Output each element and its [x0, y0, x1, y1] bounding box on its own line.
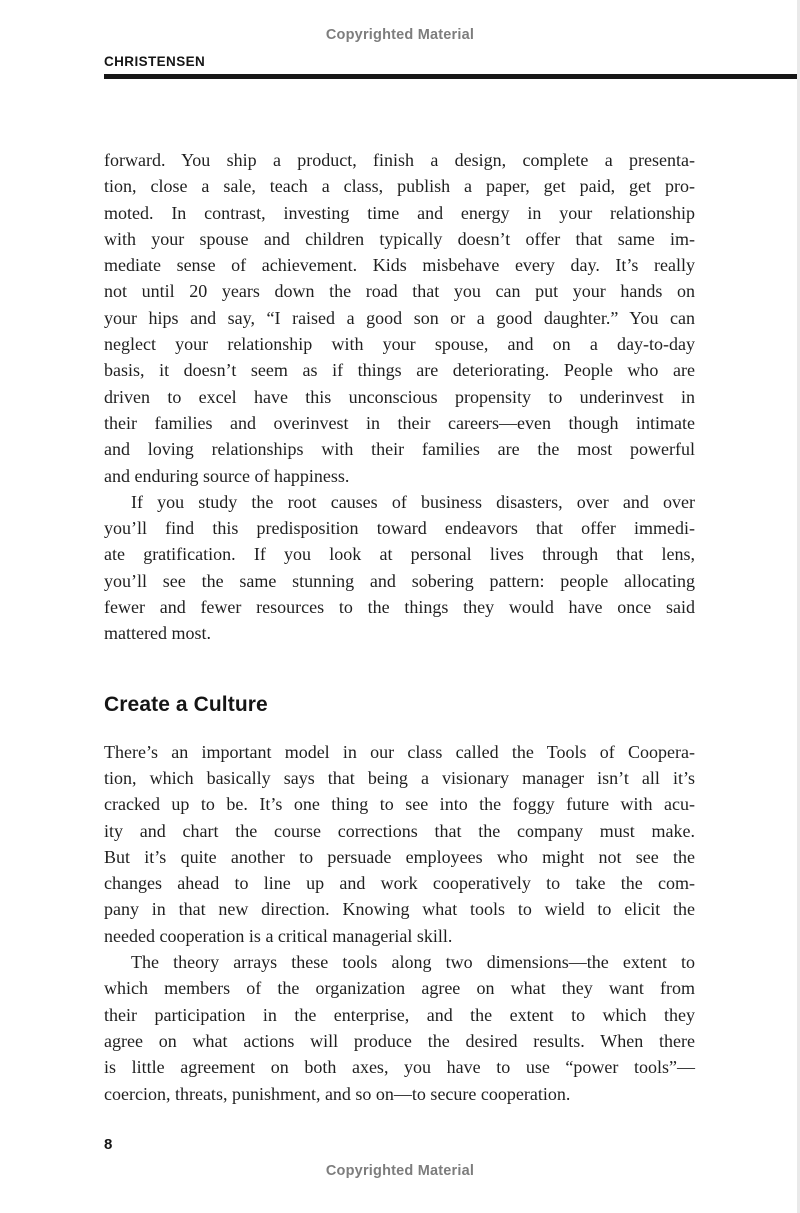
text-line: changes ahead to line up and work cooperatively to take the com- [104, 873, 695, 894]
paragraph [104, 489, 695, 647]
text-line: you’ll see the same stunning and sobering pattern: people allocating [104, 570, 695, 591]
text-line: fewer and fewer resources to the things they would have once said [104, 597, 695, 618]
text-line: cracked up to be. It’s one thing to see into the foggy future with acu- [104, 794, 695, 815]
text-line: ate gratification. If you look at personal lives through that lens, [104, 544, 695, 565]
text-line: pany in that new direction. Knowing what tools to wield to elicit the [104, 899, 695, 920]
text-line: their families and overinvest in their careers—even though intimate [104, 412, 695, 433]
paragraph [104, 147, 695, 489]
text-line: ity and chart the course corrections that the company must make. [104, 820, 695, 841]
text-line: But it’s quite another to persuade employees who might not see the [104, 846, 695, 867]
text-line: mattered most. [104, 623, 211, 644]
text-line: forward. You ship a product, finish a design, complete a presenta- [104, 150, 695, 170]
running-head-author: CHRISTENSEN [104, 54, 206, 69]
text-line: driven to excel have this unconscious propensity to underinvest in [104, 386, 695, 407]
text-line: The theory arrays these tools along two dimensions—the extent to [131, 952, 695, 973]
text-line: mediate sense of achievement. Kids misbehave every day. It’s really [104, 255, 695, 276]
text-line: their participation in the enterprise, and the extent to which they [104, 1004, 695, 1025]
text-line: If you study the root causes of business disasters, over and over [131, 491, 695, 512]
text-line: agree on what actions will produce the desired results. When there [104, 1030, 695, 1051]
text-line: your hips and say, “I raised a good son or a good daughter.” You can [104, 307, 695, 328]
text-line: which members of the organization agree on what they want from [104, 978, 695, 999]
text-line: tion, close a sale, teach a class, publish a paper, get paid, get pro- [104, 176, 695, 197]
section-heading: Create a Culture [104, 692, 268, 716]
page-number: 8 [104, 1136, 113, 1153]
paragraph [104, 949, 695, 1107]
text-line: needed cooperation is a critical managerial skill. [104, 925, 453, 946]
text-line: basis, it doesn’t seem as if things are deteriorating. People who are [104, 360, 695, 381]
text-line: you’ll find this predisposition toward endeavors that offer immedi- [104, 518, 695, 539]
text-line: coercion, threats, punishment, and so on—to secure cooperation. [104, 1083, 571, 1104]
text-line: and enduring source of happiness. [104, 465, 350, 486]
header-rule [104, 74, 797, 79]
text-line: moted. In contrast, investing time and energy in your relationship [104, 202, 695, 223]
text-line: with your spouse and children typically doesn’t offer that same im- [104, 228, 695, 249]
text-line: There’s an important model in our class called the Tools of Coopera- [104, 741, 695, 762]
text-line: and loving relationships with their families are the most powerful [104, 439, 695, 460]
text-line: not until 20 years down the road that you can put your hands on [104, 281, 695, 302]
page-body [104, 147, 695, 1107]
copyright-notice-top: Copyrighted Material [325, 27, 475, 43]
copyright-notice-bottom: Copyrighted Material [325, 1163, 475, 1179]
text-line: tion, which basically says that being a visionary manager isn’t all it’s [104, 767, 695, 788]
text-line: neglect your relationship with your spouse, and on a day-to-day [104, 334, 695, 355]
text-line: is little agreement on both axes, you have to use “power tools”— [104, 1057, 695, 1078]
paragraph [104, 739, 695, 949]
